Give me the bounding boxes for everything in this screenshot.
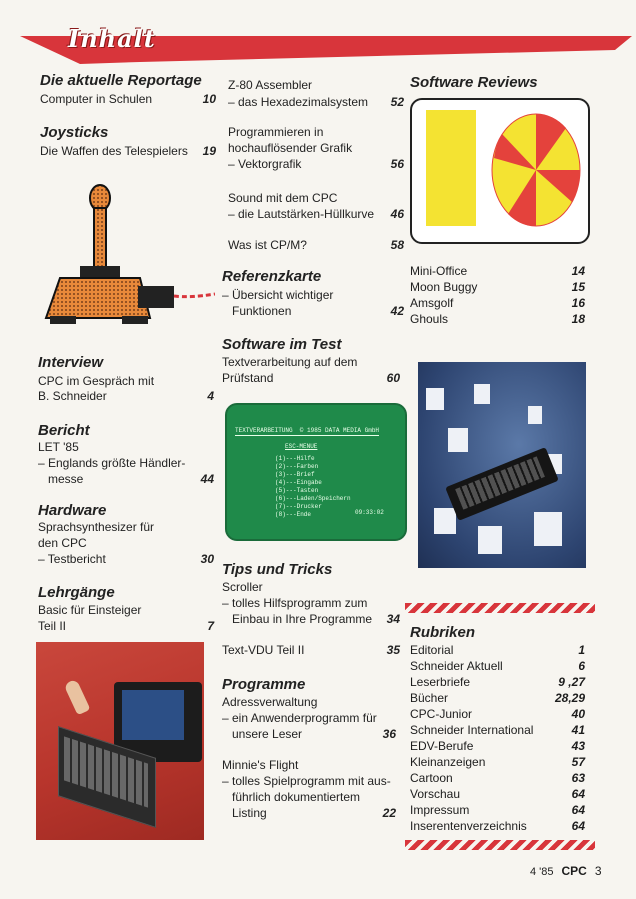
rubrik-title: Cartoon — [410, 771, 453, 785]
review-item — [410, 263, 585, 279]
review-page: 15 — [571, 280, 585, 294]
yellow-listing-card — [426, 110, 476, 226]
cube-letter — [478, 526, 502, 554]
rubrik-page: 63 — [571, 771, 585, 785]
cpm-page: 58 — [390, 238, 404, 252]
z80-page: 52 — [390, 95, 404, 109]
programme-line1: Adressverwaltung — [222, 695, 318, 709]
referenz-line1: – Übersicht wichtiger — [222, 288, 334, 302]
screen-menu-list — [275, 455, 351, 519]
review-page: 18 — [571, 312, 585, 326]
rubrik-page: 64 — [571, 819, 585, 833]
section-interview-heading: Interview — [38, 354, 104, 371]
tips-line2: – tolles Hilfsprogramm zum — [222, 596, 368, 610]
rubrik-page: 64 — [571, 787, 585, 801]
rubrik-title: Editorial — [410, 643, 454, 657]
rubrik-title: Inserentenverzeichnis — [410, 819, 527, 833]
vdu-page: 35 — [386, 643, 400, 657]
review-title: Mini-Office — [410, 264, 468, 278]
minnie-line4: Listing — [232, 806, 267, 820]
screen-topline: TEXTVERARBEITUNG © 1985 DATA MEDIA GmbH — [235, 427, 380, 434]
review-page: 14 — [571, 264, 585, 278]
referenz-page: 42 — [390, 304, 404, 318]
cube-letter — [434, 508, 456, 534]
rubrik-item — [410, 722, 585, 738]
rubrik-title: Leserbriefe — [410, 675, 471, 689]
tips-page: 34 — [386, 612, 400, 626]
computer-photo — [36, 642, 204, 840]
rubrik-item — [410, 690, 585, 706]
cube-letter — [426, 388, 444, 410]
lehrgaenge-line1: Basic für Einsteiger — [38, 603, 142, 617]
rubrik-item — [410, 642, 585, 658]
joysticks-page: 19 — [202, 144, 216, 158]
rubrik-item — [410, 818, 585, 834]
sound-line1: Sound mit dem CPC — [228, 191, 338, 205]
rubriken-bottom-stripe — [405, 840, 595, 850]
rubrik-page: 57 — [571, 755, 585, 769]
bericht-line1: LET '85 — [38, 440, 79, 454]
cube-letter — [474, 384, 490, 404]
lehrgaenge-line2: Teil II — [38, 619, 67, 633]
rubrik-page: 41 — [571, 723, 585, 737]
vdu-line1: Text-VDU Teil II — [222, 643, 305, 657]
sound-page: 46 — [390, 207, 404, 221]
lehrgaenge-page: 7 — [207, 619, 214, 633]
programme-line3: unsere Leser — [232, 727, 303, 741]
grafik-line3: – Vektorgrafik — [228, 157, 302, 171]
rubrik-item — [410, 706, 585, 722]
review-item — [410, 295, 585, 311]
footer — [530, 864, 602, 878]
grafik-line1: Programmieren in — [228, 125, 324, 139]
banner-title: Inhalt — [68, 24, 156, 53]
rubrik-page: 43 — [571, 739, 585, 753]
minnie-page: 22 — [382, 806, 396, 820]
minnie-line1: Minnie's Flight — [222, 758, 299, 772]
programme-page: 36 — [382, 727, 396, 741]
z80-line1: Z-80 Assembler — [228, 78, 313, 92]
review-item — [410, 279, 585, 295]
joysticks-line: Die Waffen des Telespielers — [40, 144, 188, 158]
section-lehrgaenge-heading: Lehrgänge — [38, 584, 115, 601]
rubrik-item — [410, 754, 585, 770]
z80-line2: – das Hexadezimalsystem — [228, 95, 369, 109]
grafik-page: 56 — [390, 157, 404, 171]
section-joysticks-heading: Joysticks — [40, 124, 109, 141]
hardware-line1: Sprachsynthesizer für — [38, 520, 155, 534]
programme-line2: – ein Anwenderprogramm für — [222, 711, 377, 725]
screen-menu-item: (7)---Drucker — [275, 503, 322, 510]
rubrik-item — [410, 738, 585, 754]
interview-line2: B. Schneider — [38, 389, 107, 403]
reportage-page: 10 — [202, 92, 216, 106]
bericht-line3: messe — [48, 472, 84, 486]
screen-menu-item: (2)---Farben — [275, 463, 319, 470]
screen-menu-item: (1)---Hilfe — [275, 455, 315, 462]
screen-menu-item: (5)---Tasten — [275, 487, 319, 494]
screen-clock: 09:33:02 — [355, 509, 384, 516]
rubrik-title: Schneider International — [410, 723, 534, 737]
rubrik-title: Impressum — [410, 803, 470, 817]
review-title: Amsgolf — [410, 296, 454, 310]
reviews-artwork — [410, 98, 590, 244]
rubrik-item — [410, 674, 585, 690]
joystick-illustration — [40, 168, 215, 328]
rubrik-item — [410, 770, 585, 786]
title-banner — [20, 24, 632, 66]
hand — [63, 679, 90, 716]
rubrik-page: 9 ,27 — [558, 675, 585, 689]
hardware-page: 30 — [200, 552, 214, 566]
sound-line2: – die Lautstärken-Hüllkurve — [228, 207, 375, 221]
rubrik-item — [410, 802, 585, 818]
rubrik-title: Vorschau — [410, 787, 461, 801]
interview-line1: CPC im Gespräch mit — [38, 374, 155, 388]
pie-graphic — [488, 110, 584, 230]
rubrik-title: CPC-Junior — [410, 707, 473, 721]
hardware-line3: – Testbericht — [38, 552, 106, 566]
softtest-line1: Textverarbeitung auf dem — [222, 355, 358, 369]
minnie-line3: führlich dokumentiertem — [232, 790, 361, 804]
footer-page: 3 — [594, 864, 602, 878]
review-page: 16 — [571, 296, 585, 310]
review-item — [410, 311, 585, 327]
tips-line1: Scroller — [222, 580, 263, 594]
interview-page: 4 — [207, 389, 214, 403]
footer-brand: CPC — [561, 864, 587, 878]
minnie-line2: – tolles Spielprogramm mit aus- — [222, 774, 391, 788]
cube-letter — [448, 428, 468, 452]
bericht-page: 44 — [200, 472, 214, 486]
rubrik-item — [410, 658, 585, 674]
screen-menu-item: (6)---Laden/Speichern — [275, 495, 351, 502]
section-softtest-heading: Software im Test — [222, 336, 342, 353]
rubrik-title: Schneider Aktuell — [410, 659, 503, 673]
cube-letter — [534, 512, 562, 546]
rubrik-item — [410, 786, 585, 802]
rubrik-page: 64 — [571, 803, 585, 817]
screen-menu-item: (3)---Brief — [275, 471, 315, 478]
screen-menu-title: ESC-MENUE — [285, 443, 318, 450]
textverarbeitung-screen — [225, 403, 407, 541]
review-title: Moon Buggy — [410, 280, 478, 294]
bericht-line2: – Englands größte Händler- — [38, 456, 186, 470]
section-reviews-heading: Software Reviews — [410, 74, 538, 91]
rubrik-page: 28,29 — [554, 691, 585, 705]
cube-letter — [528, 406, 542, 424]
section-programme-heading: Programme — [222, 676, 306, 693]
rubrik-page: 6 — [578, 659, 585, 673]
footer-issue: 4 '85 — [530, 866, 554, 878]
rubrik-title: Bücher — [410, 691, 449, 705]
reportage-line: Computer in Schulen — [40, 92, 153, 106]
cpm-line1: Was ist CP/M? — [228, 238, 307, 252]
section-hardware-heading: Hardware — [38, 502, 107, 519]
screen-menu-item: (8)---Ende — [275, 511, 312, 518]
softtest-line2: Prüfstand — [222, 371, 274, 385]
rubrik-page: 40 — [571, 707, 585, 721]
hardware-line2: den CPC — [38, 536, 87, 550]
section-bericht-heading: Bericht — [38, 422, 90, 439]
section-rubriken-heading: Rubriken — [410, 624, 476, 641]
screen-menu-item: (4)---Eingabe — [275, 479, 322, 486]
section-referenz-heading: Referenzkarte — [222, 268, 322, 285]
review-title: Ghouls — [410, 312, 449, 326]
keyboard-photo — [418, 362, 586, 568]
softtest-page: 60 — [386, 371, 400, 385]
grafik-line2: hochauflösender Grafik — [228, 141, 353, 155]
tips-line3: Einbau in Ihre Programme — [232, 612, 373, 626]
rubriken-top-stripe — [405, 603, 595, 613]
referenz-line2: Funktionen — [232, 304, 292, 318]
section-reportage-heading: Die aktuelle Reportage — [40, 72, 202, 89]
rubrik-page: 1 — [578, 643, 585, 657]
monitor-screen — [122, 690, 184, 740]
rubrik-title: Kleinanzeigen — [410, 755, 486, 769]
rubriken-list — [410, 642, 585, 834]
rubrik-title: EDV-Berufe — [410, 739, 474, 753]
section-tips-heading: Tips und Tricks — [222, 561, 333, 578]
